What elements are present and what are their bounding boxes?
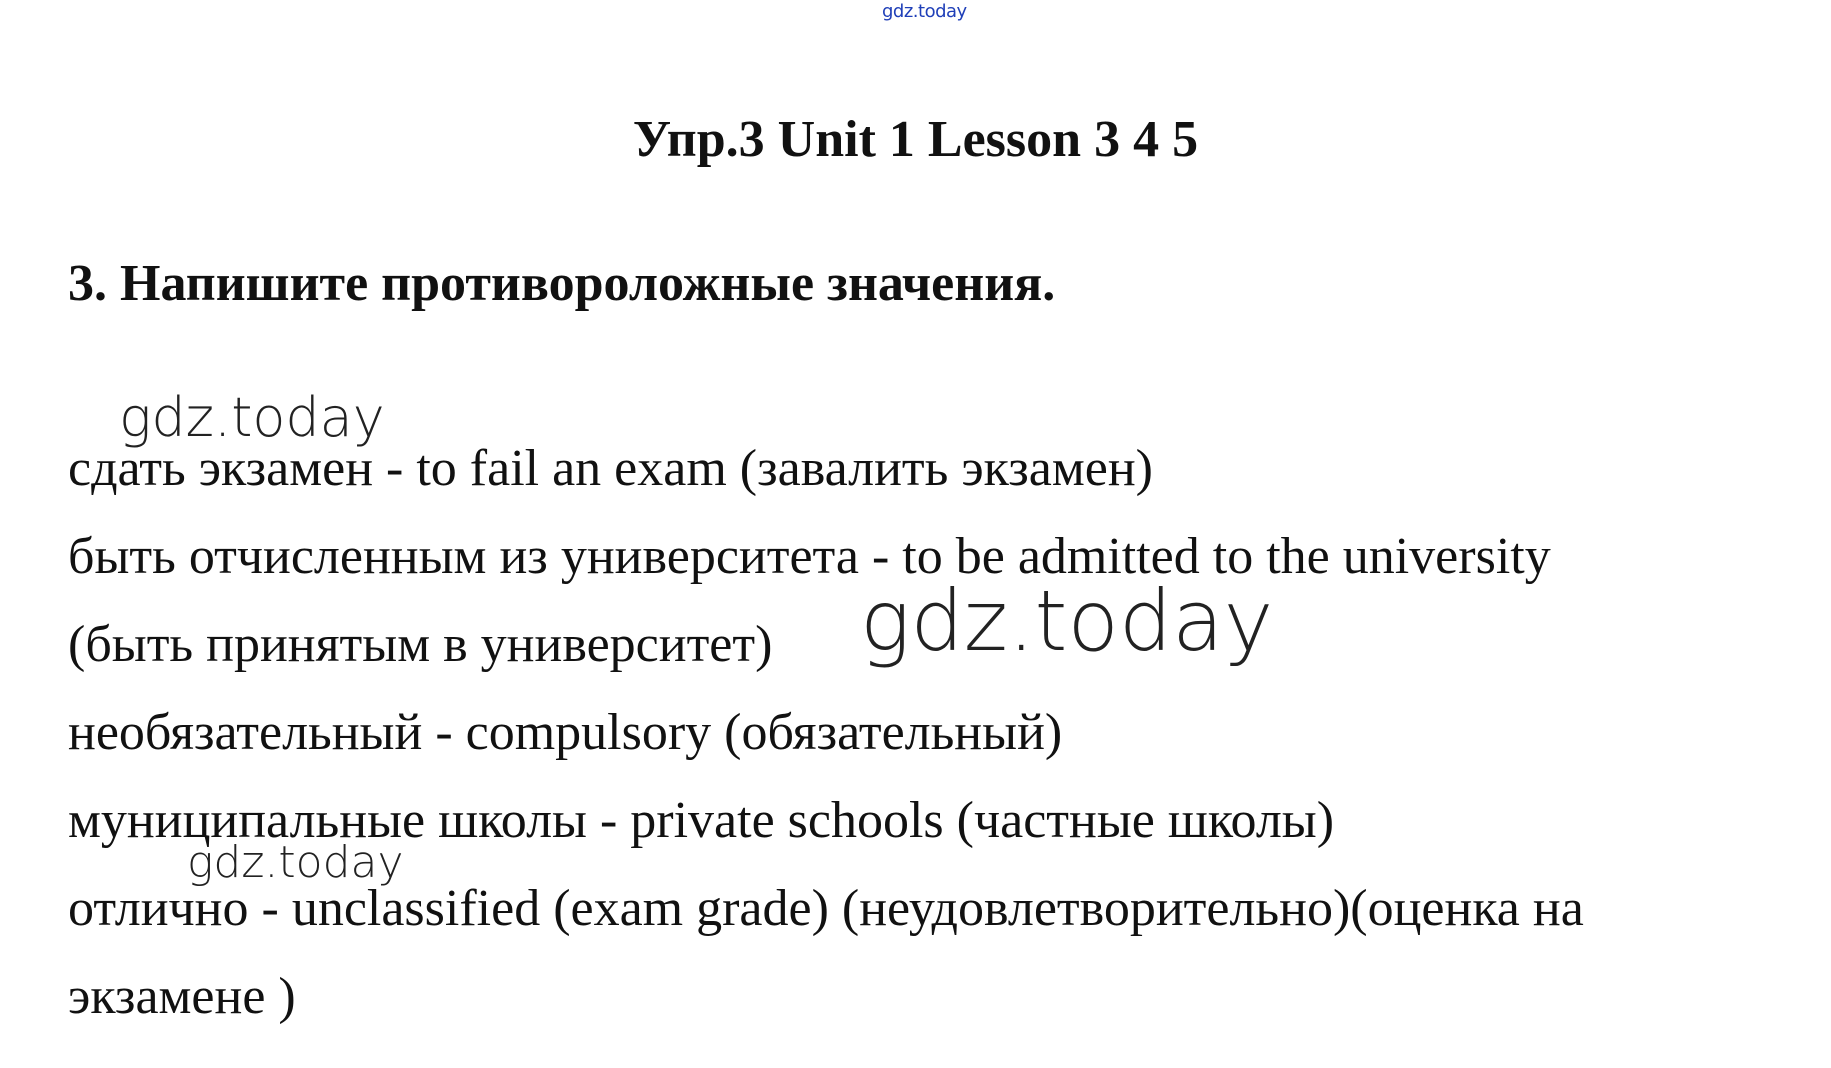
page-title: Упр.3 Unit 1 Lesson 3 4 5 (632, 111, 1199, 168)
task-heading: 3. Напишите противороложные значения. (68, 255, 1056, 312)
answer-line: муниципальные школы - private schools (частные школы) (68, 792, 1335, 849)
answer-line: сдать экзамен - to fail an exam (завалить экзамен) (68, 440, 1153, 497)
watermark-c: gdz.today (187, 837, 404, 888)
answer-line: отлично - unclassified (exam grade) (неудовлетворительно)(оценка на (68, 880, 1584, 937)
answer-line: экзамене ) (68, 968, 296, 1025)
answer-line: быть отчисленным из университета - to be admitted to the university (68, 528, 1551, 585)
answer-list (68, 425, 1818, 1041)
answer-line: необязательный - compulsory (обязательный) (68, 704, 1063, 761)
watermark-a: gdz.today (119, 386, 385, 449)
watermark-b: gdz.today (860, 572, 1274, 670)
watermark-top: gdz.today (882, 1, 967, 22)
answer-line: (быть принятым в университет) (68, 616, 773, 673)
